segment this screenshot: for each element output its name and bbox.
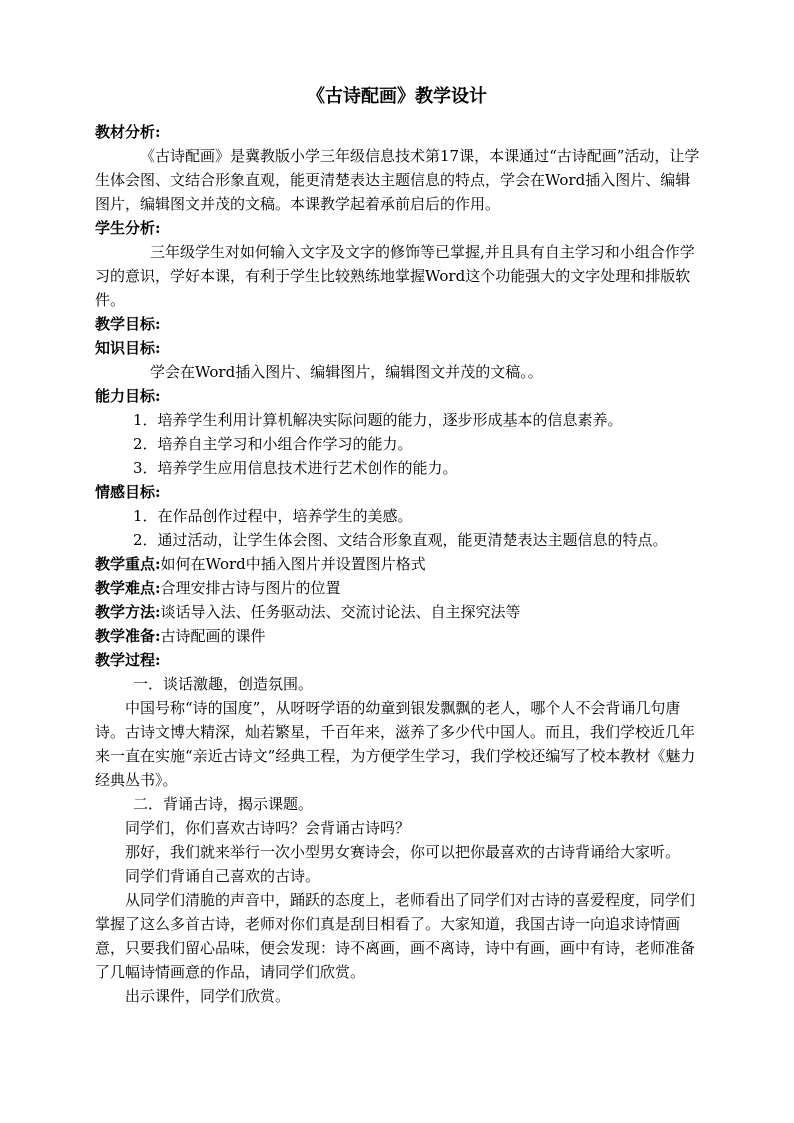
list-item: 1．在作品创作过程中，培养学生的美感。: [133, 507, 413, 525]
section-heading-teaching-process: 教学过程:: [95, 651, 161, 669]
text-teaching-key-point: 如何在Word中插入图片并设置图片格式: [160, 555, 426, 573]
line-teaching-preparation: [95, 624, 705, 648]
process-step-heading: 一．谈话激趣，创造氛围。: [133, 675, 314, 693]
line-teaching-difficulty: [95, 576, 705, 600]
section-heading-emotion-goals: 情感目标:: [95, 483, 161, 501]
label-teaching-difficulty: 教学难点:: [95, 579, 161, 597]
list-item: 1．培养学生利用计算机解决实际问题的能力，逐步形成基本的信息素养。: [133, 411, 623, 429]
document-title: 《古诗配画》教学设计: [307, 86, 487, 107]
line-teaching-method: [95, 600, 705, 624]
paragraph-process: 出示课件，同学们欣赏。: [125, 987, 291, 1005]
paragraph-process: 中国号称“诗的国度”，从呀呀学语的幼童到银发飘飘的老人，哪个人不会背诵几句唐诗。古诗文博大精深，灿若繁星，千百年来，滋养了多少代中国人。而且，我们学校近几年来一直在实施“亲近古诗文”经典工程，为方便学生学习，我们学校还编写了校本教材《魅力经典丛书》。: [95, 699, 696, 789]
section-heading-ability-goals: 能力目标:: [95, 387, 161, 405]
label-teaching-key-point: 教学重点:: [95, 555, 161, 573]
paragraph-process: 同学们，你们喜欢古诗吗？会背诵古诗吗？: [125, 819, 411, 837]
list-item: 3．培养学生应用信息技术进行艺术创作的能力。: [133, 459, 458, 477]
paragraph-knowledge-goals: 学会在Word插入图片、编辑图片，编辑图文并茂的文稿。。: [150, 363, 543, 381]
paragraph-process: 那好，我们就来举行一次小型男女赛诗会，你可以把你最喜欢的古诗背诵给大家听。: [125, 843, 681, 861]
paragraph-student-analysis: 三年级学生对如何输入文字及文字的修饰等已掌握,并且具有自主学习和小组合作学习的意识，学好本课，有利于学生比较熟练地掌握Word这个功能强大的文字处理和排版软件。: [95, 243, 695, 309]
section-heading-teaching-goals: 教学目标:: [95, 315, 161, 333]
paragraph-process: 从同学们清脆的声音中，踊跃的态度上，老师看出了同学们对古诗的喜爱程度，同学们掌握了这么多首古诗，老师对你们真是刮目相看了。大家知道，我国古诗一向追求诗情画意，只要我们留心品味，便会发现：诗不离画，画不离诗，诗中有画，画中有诗，老师准备了几幅诗情画意的作品，请同学们欣赏。: [95, 891, 696, 981]
list-item: 2．培养自主学习和小组合作学习的能力。: [133, 435, 413, 453]
text-teaching-preparation: 古诗配画的课件: [160, 627, 266, 645]
section-heading-textbook-analysis: 教材分析:: [95, 123, 161, 141]
list-item: 2．通过活动，让学生体会图、文结合形象直观，能更清楚表达主题信息的特点。: [133, 531, 668, 549]
paragraph-textbook-analysis: 《古诗配画》是冀教版小学三年级信息技术第17课，本课通过“古诗配画”活动，让学生体会图、文结合形象直观，能更清楚表达主题信息的特点，学会在Word插入图片、编辑图片，编辑图文并茂的文稿。本课教学起着承前启后的作用。: [95, 147, 700, 213]
section-heading-knowledge-goals: 知识目标:: [95, 339, 161, 357]
process-step-heading: 二．背诵古诗，揭示课题。: [133, 795, 314, 813]
text-teaching-difficulty: 合理安排古诗与图片的位置: [160, 579, 341, 597]
line-teaching-key-point: [95, 552, 705, 576]
label-teaching-preparation: 教学准备:: [95, 627, 161, 645]
paragraph-process: 同学们背诵自己喜欢的古诗。: [125, 867, 321, 885]
section-heading-student-analysis: 学生分析:: [95, 219, 161, 237]
label-teaching-method: 教学方法:: [95, 603, 161, 621]
text-teaching-method: 谈话导入法、任务驱动法、交流讨论法、自主探究法等: [160, 603, 521, 621]
document-body: [95, 120, 705, 1008]
